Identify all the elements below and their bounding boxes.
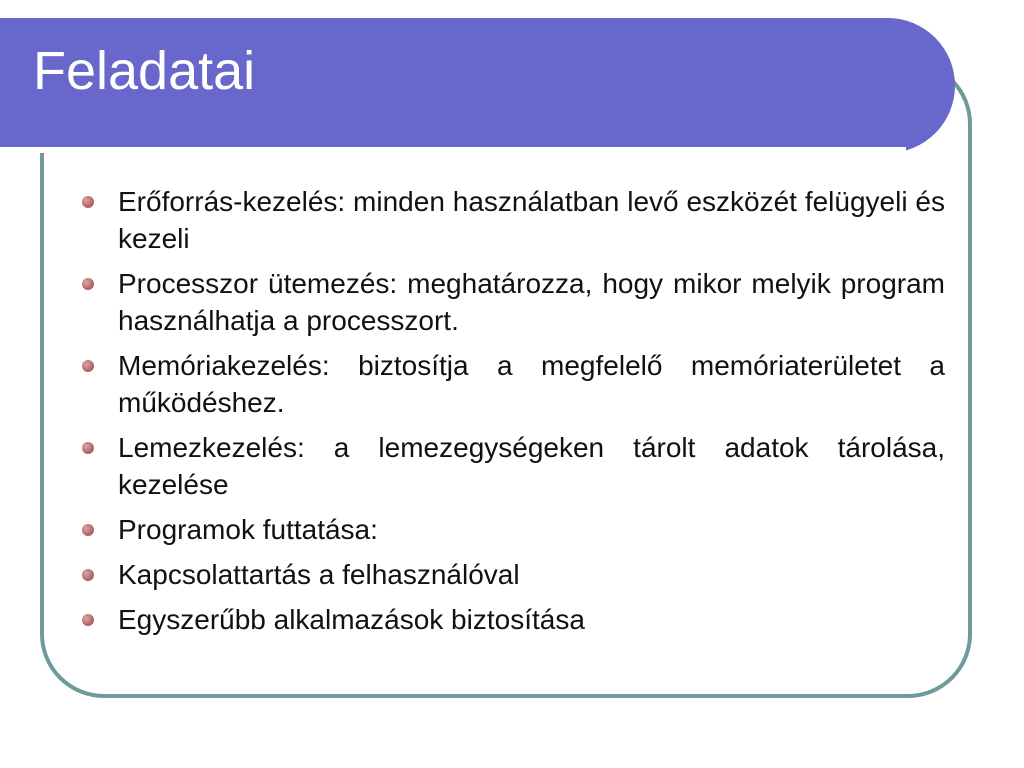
bullet-icon [82,442,94,454]
bullet-icon [82,614,94,626]
bullet-icon [82,278,94,290]
bullet-item-resource-management [80,183,945,257]
bullet-text: Programok futtatása: [118,514,378,545]
bullet-item-memory-management [80,347,945,421]
bullet-item-simple-applications [80,601,945,638]
bullet-item-run-programs [80,511,945,548]
bullet-icon [82,569,94,581]
bullet-list [80,183,945,646]
bullet-icon [82,360,94,372]
bullet-text: Memóriakezelés: biztosítja a megfelelő memóriaterületet a működéshez. [118,350,945,418]
bullet-text: Processzor ütemezés: meghatározza, hogy mikor melyik program használhatja a processzort. [118,268,945,336]
bullet-item-processor-scheduling [80,265,945,339]
bullet-item-user-interaction [80,556,945,593]
bullet-text: Erőforrás-kezelés: minden használatban levő eszközét felügyeli és kezeli [118,186,945,254]
bullet-item-disk-management [80,429,945,503]
bullet-text: Lemezkezelés: a lemezegységeken tárolt adatok tárolása, kezelése [118,432,945,500]
slide-title: Feladatai [33,41,256,101]
bullet-text: Kapcsolattartás a felhasználóval [118,559,520,590]
bullet-text: Egyszerűbb alkalmazások biztosítása [118,604,585,635]
bullet-icon [82,524,94,536]
bullet-icon [82,196,94,208]
title-underline [0,147,906,153]
